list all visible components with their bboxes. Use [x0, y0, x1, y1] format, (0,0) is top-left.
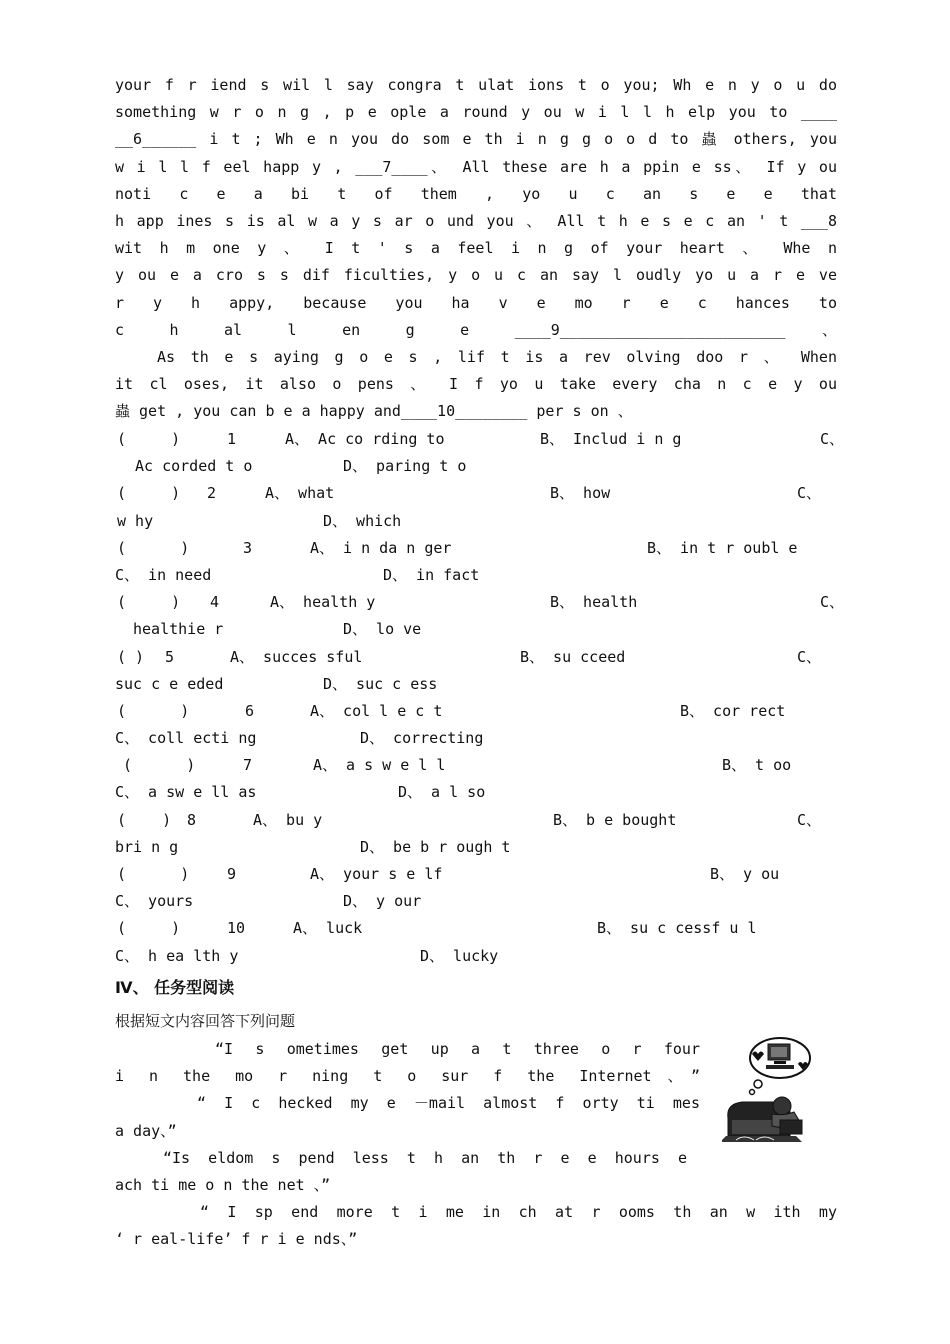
- option-row: [115, 807, 850, 834]
- option-b: B、 y ou: [710, 865, 780, 883]
- option-c: C、 h ea lth y: [115, 946, 239, 965]
- answer-bracket[interactable]: ( ): [117, 919, 181, 938]
- option-c: suc c e eded: [115, 674, 224, 693]
- answer-bracket[interactable]: ( ): [117, 810, 172, 829]
- option-b: B、 health: [550, 593, 638, 612]
- option-row: [115, 508, 850, 535]
- option-c: C、 yours: [115, 892, 194, 911]
- passage-line: something w r o n g , p e ople a round y ou w i l l h elp you to ____: [115, 103, 837, 122]
- option-d: D、 which: [323, 511, 402, 530]
- option-row: [115, 426, 850, 453]
- option-b: B、 t oo: [722, 756, 792, 775]
- option-row: [115, 535, 850, 562]
- person-using-computer-icon: [722, 1036, 818, 1146]
- option-a: A、 Ac co rding to: [285, 430, 445, 448]
- option-d: D、 paring t o: [343, 457, 467, 476]
- option-c-label: C、: [797, 484, 822, 503]
- option-d: D、 correcting: [360, 729, 484, 748]
- quote-line: ach ti me o n the net 、”: [115, 1175, 331, 1194]
- option-a: A、 col l e c t: [310, 701, 443, 720]
- option-b: B、 in t r oubl e: [647, 538, 798, 557]
- question-number: 7: [243, 756, 253, 775]
- option-d: D、 a l so: [398, 783, 486, 802]
- answer-bracket[interactable]: ( ): [123, 756, 196, 775]
- option-b: B、 cor rect: [680, 701, 786, 720]
- option-row: [115, 562, 850, 589]
- option-a: A、 succes sful: [230, 647, 363, 666]
- option-c: C、 coll ecti ng: [115, 729, 257, 748]
- option-d: D、 be b r ough t: [360, 837, 511, 856]
- option-c: w hy: [117, 511, 154, 530]
- answer-bracket[interactable]: ( ): [117, 865, 190, 883]
- quote-line: “Is eldom s pend less t h an th r e e hours e: [163, 1148, 687, 1167]
- option-c: Ac corded t o: [135, 457, 253, 476]
- option-c-label: C、: [820, 430, 845, 448]
- section-heading: Ⅳ、 任务型阅读: [115, 978, 235, 997]
- option-row: [115, 888, 850, 915]
- option-d: D、 y our: [343, 892, 422, 911]
- option-c: C、 in need: [115, 565, 212, 584]
- cloze-passage: [115, 72, 837, 425]
- question-number: 2: [207, 484, 217, 503]
- option-row: [115, 861, 850, 888]
- passage-line: As th e s aying g o e s , lif t is a rev olving doo r 、 When: [157, 347, 837, 366]
- option-b: B、 how: [550, 484, 611, 503]
- option-row: [115, 943, 850, 970]
- option-b: B、 b e bought: [553, 810, 677, 829]
- question-number: 1: [227, 430, 237, 448]
- option-b: B、 su cceed: [520, 647, 626, 666]
- option-c: healthie r: [133, 620, 224, 639]
- quote-line: i n the mo r ning t o sur f the Internet、”: [115, 1067, 700, 1086]
- option-row: [115, 480, 850, 507]
- answer-bracket[interactable]: ( ): [117, 647, 145, 666]
- passage-line: y ou e a cro s s dif ficulties, y o u c an say l oudly yo u a r e ve: [115, 266, 837, 285]
- passage-line: h app ines s is al w a y s ar o und you 、 All t h e s e c an ' t ___8: [115, 211, 837, 230]
- quote-line: a day、”: [115, 1121, 177, 1140]
- option-c-label: C、: [797, 810, 822, 829]
- option-d: D、 lo ve: [343, 620, 422, 639]
- passage-line: your f r iend s wil l say congra t ulat ions t o you; Wh e n y o u do: [115, 76, 837, 94]
- question-number: 10: [227, 919, 246, 938]
- question-number: 5: [165, 647, 175, 666]
- option-a: A、 your s e lf: [310, 865, 443, 883]
- quote-line: “ I c hecked my e －mail almost f orty ti mes: [197, 1094, 700, 1113]
- option-row: [115, 834, 850, 861]
- passage-line: noti c e a bi t of them , yo u c an s e e that: [115, 184, 837, 203]
- option-a: A、 i n da n ger: [310, 538, 452, 557]
- passage-line: wit h m one y 、 I t ' s a feel i n g of your heart 、 Whe n: [115, 239, 837, 258]
- option-c-label: C、: [820, 593, 845, 612]
- option-row: [115, 725, 850, 752]
- option-c: C、 a sw e ll as: [115, 783, 257, 802]
- answer-bracket[interactable]: ( ): [117, 430, 181, 448]
- option-row: [115, 752, 850, 779]
- question-number: 8: [187, 810, 197, 829]
- passage-line: 蟲 get , you can b e a happy and____10________ per s on 、: [115, 402, 633, 421]
- option-row: [115, 698, 850, 725]
- option-row: [115, 671, 850, 698]
- option-a: A、 luck: [293, 919, 363, 938]
- section-instruction: 根据短文内容回答下列问题: [115, 1012, 296, 1030]
- answer-bracket[interactable]: ( ): [117, 701, 190, 720]
- option-row: [115, 453, 850, 480]
- quote-line: “I s ometimes get up a t three o r four: [215, 1040, 700, 1058]
- option-a: A、 what: [265, 484, 335, 503]
- answer-bracket[interactable]: ( ): [117, 538, 190, 557]
- question-number: 4: [210, 593, 220, 612]
- option-c: bri n g: [115, 837, 179, 856]
- option-d: D、 in fact: [383, 565, 480, 584]
- option-a: A、 health y: [270, 593, 376, 612]
- option-row: [115, 915, 850, 942]
- quote-line: ‘ r eal-life’ f r i e nds、”: [115, 1230, 358, 1249]
- passage-line: __6______ i t ; Wh e n you do som e th i n g g o o d to 蟲 others, you: [115, 130, 837, 149]
- option-row: [115, 616, 850, 643]
- option-row: [115, 644, 850, 671]
- question-number: 6: [245, 701, 255, 720]
- option-d: D、 suc c ess: [323, 674, 438, 693]
- option-d: D、 lucky: [420, 946, 499, 965]
- question-number: 3: [243, 538, 253, 557]
- passage-line: w i l l f eel happ y , ___7____、 All these are h a ppin e ss、 If y ou: [115, 157, 837, 176]
- question-number: 9: [227, 865, 237, 883]
- answer-bracket[interactable]: ( ): [117, 593, 181, 612]
- passage-line: r y h appy, because you ha v e mo r e c hances to: [115, 293, 837, 312]
- option-b: B、 su c cessf u l: [597, 919, 757, 938]
- option-row: [115, 589, 850, 616]
- answer-bracket[interactable]: ( ): [117, 484, 181, 503]
- quote-line: “ I sp end more t i me in ch at r ooms th an w ith my: [200, 1203, 837, 1222]
- option-c-label: C、: [797, 647, 822, 666]
- option-row: [115, 779, 850, 806]
- option-a: A、 bu y: [253, 810, 323, 829]
- option-b: B、 Includ i n g: [540, 430, 682, 448]
- option-a: A、 a s w e l l: [313, 756, 446, 775]
- passage-line: c h al l en g e ____9_________________________、: [115, 320, 837, 339]
- passage-line: it cl oses, it also o pens 、 I f yo u take every cha n c e y ou: [115, 375, 837, 394]
- answer-options: [115, 426, 850, 970]
